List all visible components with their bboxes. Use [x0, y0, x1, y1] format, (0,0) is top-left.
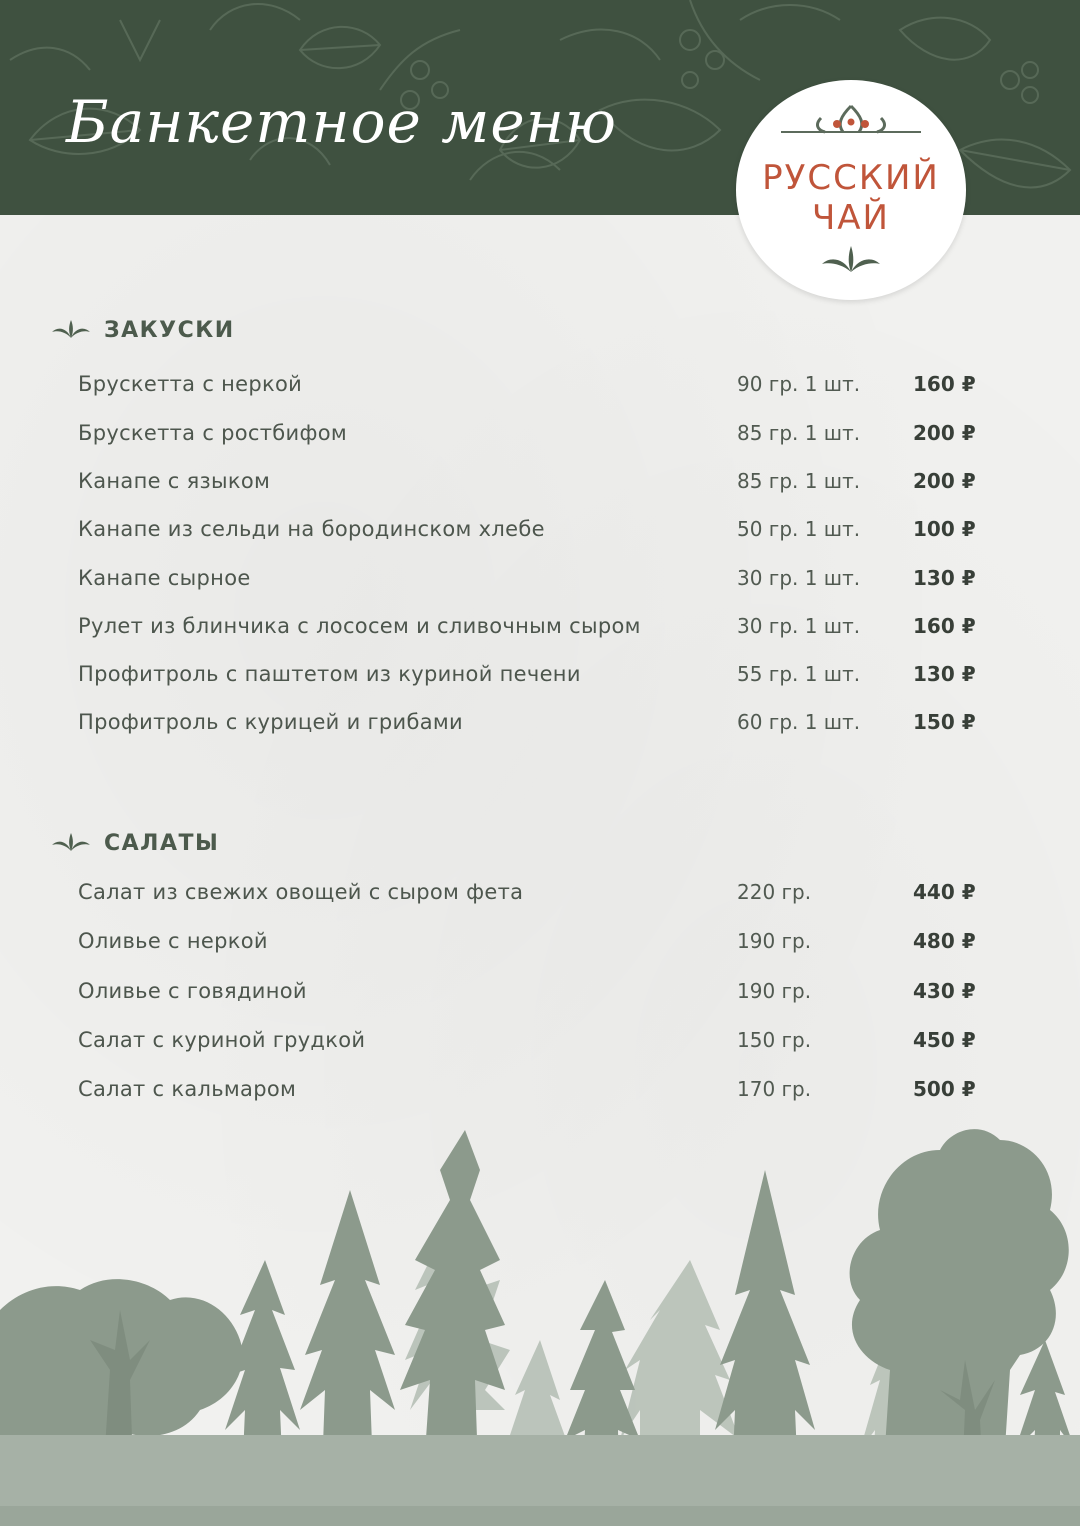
item-price: 500 ₽	[913, 1077, 976, 1101]
item-weight: 30 гр. 1 шт.	[737, 566, 861, 590]
item-name: Канапе с языком	[78, 469, 271, 493]
menu-item	[0, 662, 1080, 692]
item-weight: 60 гр. 1 шт.	[737, 710, 861, 734]
item-name: Профитроль с паштетом из куриной печени	[78, 662, 581, 686]
menu-item	[0, 469, 1080, 499]
item-name: Салат с куриной грудкой	[78, 1028, 366, 1052]
item-price: 100 ₽	[913, 517, 976, 541]
ornament-icon	[781, 102, 921, 142]
item-price: 160 ₽	[913, 614, 976, 638]
item-weight: 190 гр.	[737, 979, 812, 1003]
menu-item	[0, 517, 1080, 547]
menu-item	[0, 614, 1080, 644]
item-name: Брускетта с неркой	[78, 372, 303, 396]
item-price: 450 ₽	[913, 1028, 976, 1052]
menu-item	[0, 880, 1080, 910]
item-price: 480 ₽	[913, 929, 976, 953]
item-name: Салат из свежих овощей с сыром фета	[78, 880, 524, 904]
item-name: Рулет из блинчика с лососем и сливочным сыром	[78, 614, 641, 638]
item-weight: 220 гр.	[737, 880, 812, 904]
item-weight: 55 гр. 1 шт.	[737, 662, 861, 686]
logo-text-line2: ЧАЙ	[811, 198, 890, 238]
tea-leaf-icon	[52, 833, 90, 853]
item-price: 200 ₽	[913, 469, 976, 493]
tea-leaf-icon	[52, 320, 90, 340]
item-price: 440 ₽	[913, 880, 976, 904]
item-price: 430 ₽	[913, 979, 976, 1003]
menu-item	[0, 1028, 1080, 1058]
item-name: Канапе из сельди на бородинском хлебе	[78, 517, 545, 541]
item-name: Профитроль с курицей и грибами	[78, 710, 463, 734]
menu-item	[0, 1077, 1080, 1107]
item-price: 160 ₽	[913, 372, 976, 396]
item-weight: 170 гр.	[737, 1077, 812, 1101]
forest-silhouette	[0, 1110, 1080, 1526]
item-name: Брускетта с ростбифом	[78, 421, 348, 445]
item-weight: 190 гр.	[737, 929, 812, 953]
item-price: 150 ₽	[913, 710, 976, 734]
page-title: Банкетное меню	[66, 88, 617, 156]
section-header-zakuski	[52, 315, 235, 345]
item-weight: 85 гр. 1 шт.	[737, 421, 861, 445]
logo-text-line1: РУССКИЙ	[762, 158, 940, 198]
menu-item	[0, 979, 1080, 1009]
item-weight: 85 гр. 1 шт.	[737, 469, 861, 493]
item-weight: 30 гр. 1 шт.	[737, 614, 861, 638]
menu-item	[0, 372, 1080, 402]
item-weight: 150 гр.	[737, 1028, 812, 1052]
item-name: Оливье с говядиной	[78, 979, 307, 1003]
item-price: 200 ₽	[913, 421, 976, 445]
item-weight: 90 гр. 1 шт.	[737, 372, 861, 396]
section-header-salaty	[52, 828, 219, 858]
item-weight: 50 гр. 1 шт.	[737, 517, 861, 541]
menu-item	[0, 566, 1080, 596]
leaf-icon	[820, 246, 882, 274]
item-price: 130 ₽	[913, 662, 976, 686]
menu-item	[0, 421, 1080, 451]
section-title: САЛАТЫ	[104, 830, 220, 856]
section-title: ЗАКУСКИ	[104, 317, 235, 343]
menu-item	[0, 710, 1080, 740]
item-price: 130 ₽	[913, 566, 976, 590]
item-name: Салат с кальмаром	[78, 1077, 297, 1101]
item-name: Канапе сырное	[78, 566, 251, 590]
restaurant-logo	[736, 80, 966, 300]
item-name: Оливье с неркой	[78, 929, 268, 953]
menu-item	[0, 929, 1080, 959]
